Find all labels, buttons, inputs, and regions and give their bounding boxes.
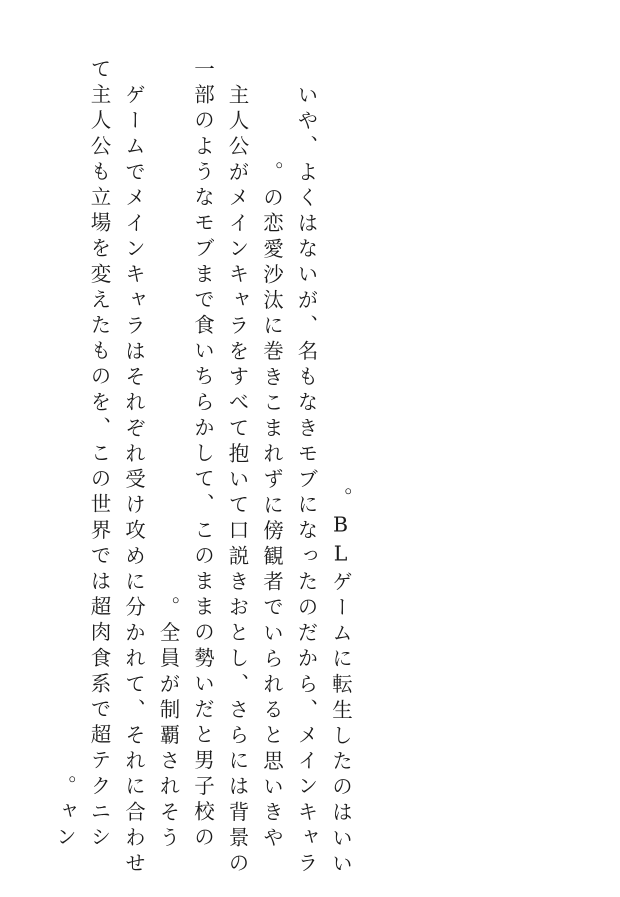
text-column: の恋愛沙汰に巻きこまれずに傍観者でいられると思いきや。 xyxy=(259,160,284,852)
paragraph xyxy=(40,52,144,878)
vertical-text-body xyxy=(40,52,580,878)
text-column: 一部のようなモブまで食いちらかして、このままの勢いだと男子校の xyxy=(190,58,215,852)
text-column: て主人公も立場を変えたものを、この世界では超肉食系で超テクニシ xyxy=(87,58,111,852)
paragraph xyxy=(316,52,351,878)
text-column: 全員が制覇されそう。 xyxy=(156,595,180,852)
text-column: ャン。 xyxy=(52,775,77,852)
text-column: BLゲームに転生したのはいい。 xyxy=(328,486,353,878)
text-column: いや、よくはないが、名もなきモブになったのだから、メインキャラ xyxy=(294,84,318,878)
paragraph xyxy=(144,52,248,878)
text-column: 主人公がメインキャラをすべて抱いて口説きおとし、さらには背景の xyxy=(225,84,249,878)
paragraph xyxy=(247,52,316,878)
text-column: ゲームでメインキャラはそれぞれ受け攻めに分かれて、それに合わせ xyxy=(121,84,146,878)
